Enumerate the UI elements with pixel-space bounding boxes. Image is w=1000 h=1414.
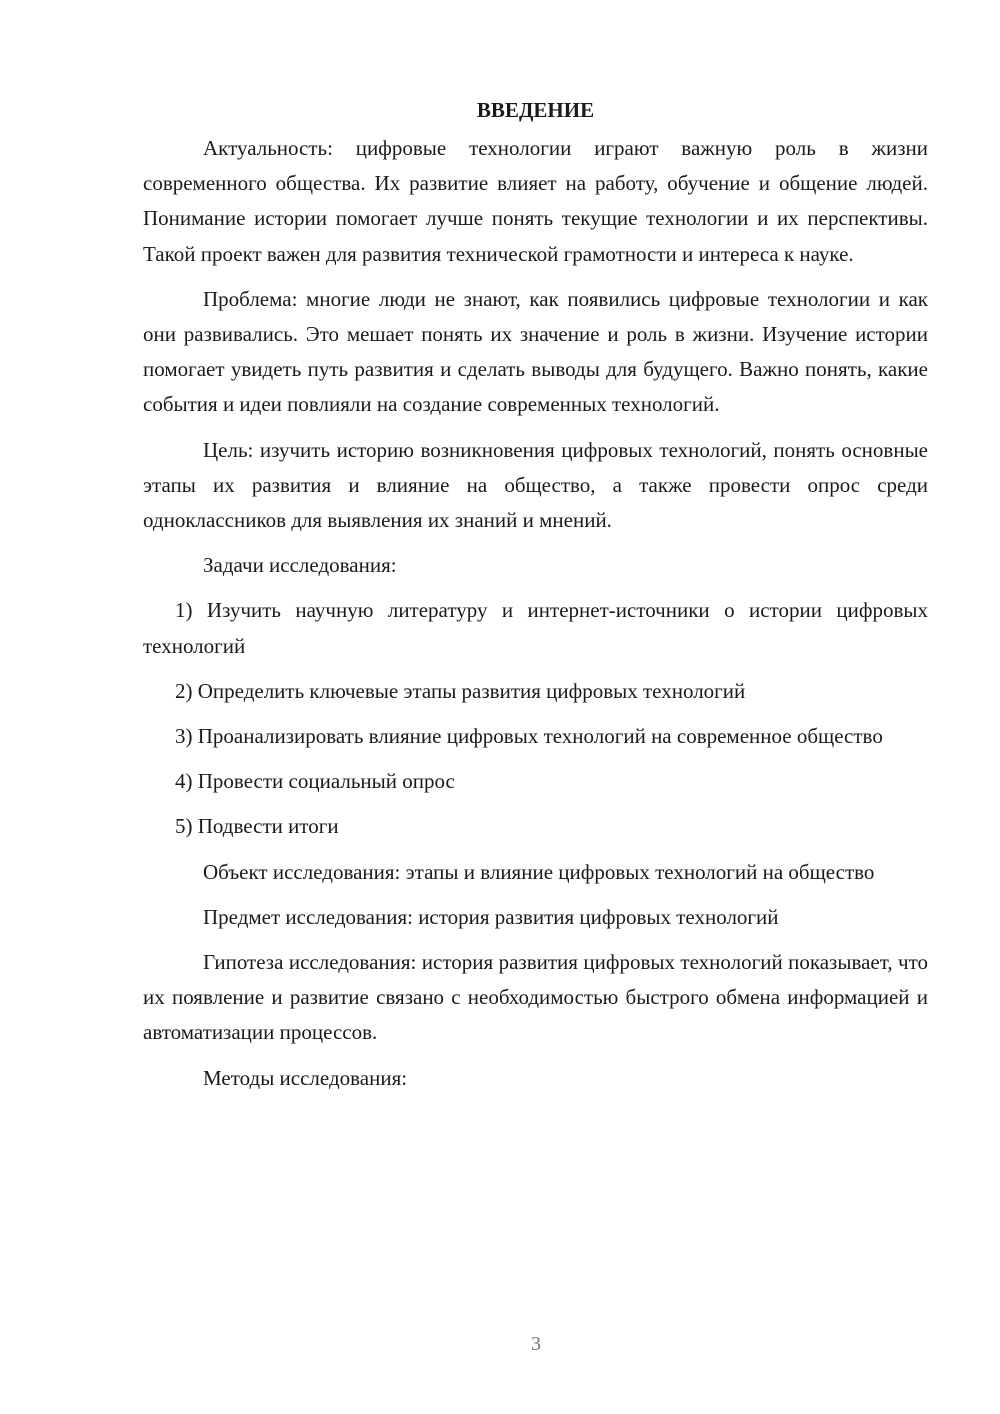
- page-number: 3: [531, 1333, 541, 1355]
- tasks-heading: Задачи исследования:: [203, 553, 397, 578]
- task-item-3: 3) Проанализировать влияние цифровых технологий на современное общество: [175, 724, 883, 749]
- paragraph-hypothesis: Гипотеза исследования: история развития цифровых технологий показывает, что их появление и развитие связано с необходимостью быстрого обмена информацией и автоматизации процессов.: [143, 950, 928, 1045]
- task-item-1: 1) Изучить научную литературу и интернет-источники о истории цифровых технологий: [143, 598, 928, 658]
- page-content: [143, 92, 928, 1106]
- task-item-2: 2) Определить ключевые этапы развития цифровых технологий: [175, 678, 746, 703]
- task-item-5: 5) Подвести итоги: [175, 814, 339, 839]
- paragraph-subject: Предмет исследования: история развития цифровых технологий: [203, 904, 779, 929]
- section-title: ВВЕДЕНИЕ: [476, 98, 595, 122]
- paragraph-goal: Цель: изучить историю возникновения цифровых технологий, понять основные этапы их развития и влияние на общество, а также провести опрос среди одноклассников для выявления их знаний и мнений.: [143, 437, 928, 533]
- paragraph-object: Объект исследования: этапы и влияние цифровых технологий на общество: [203, 859, 875, 884]
- paragraph-problem: Проблема: многие люди не знают, как появились цифровые технологии и как они развивались. Это мешает понять их значение и роль в жизни. Изучение истории помогает увидеть путь развития и сделать выводы для будущего. Важно понять, какие события и идеи повлияли на создание современных технологий.: [143, 286, 928, 417]
- methods-heading: Методы исследования:: [203, 1065, 408, 1090]
- paragraph-relevance: Актуальность: цифровые технологии играют важную роль в жизни современного общества. Их развитие влияет на работу, обучение и общение людей. Понимание истории помогает лучше понять текущие технологии и их перспективы. Такой проект важен для развития технической грамотности и интереса к науке.: [143, 136, 928, 266]
- task-item-4: 4) Провести социальный опрос: [175, 769, 455, 794]
